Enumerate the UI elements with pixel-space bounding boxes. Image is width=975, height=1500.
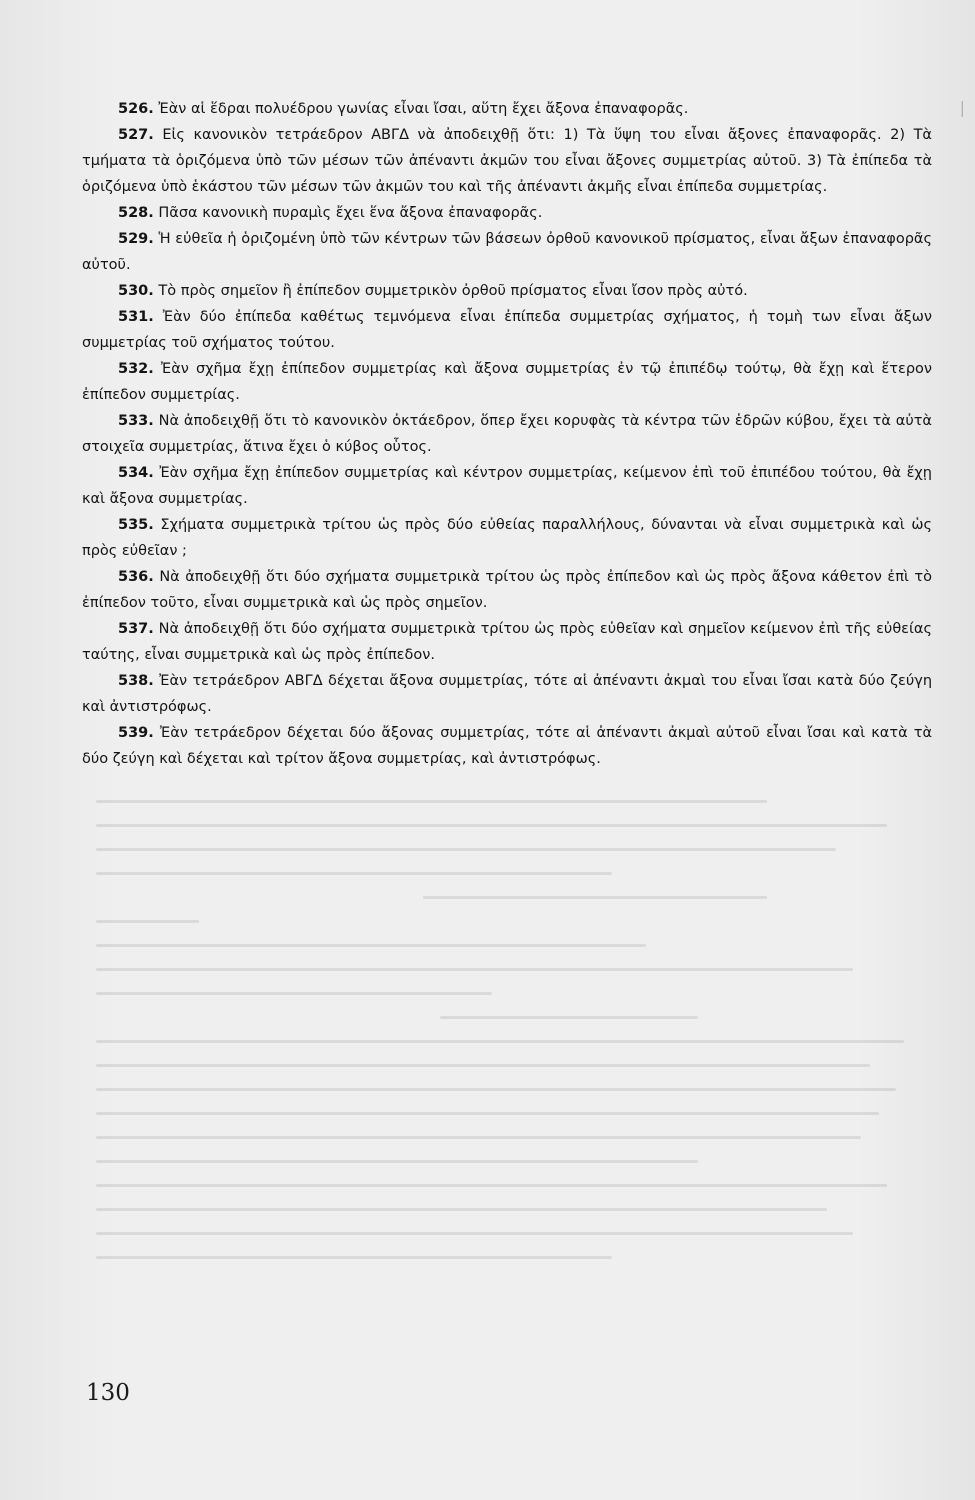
exercise-text: Ἐὰν σχῆμα ἔχῃ ἐπίπεδον συμμετρίας καὶ κέντρον συμμετρίας, κείμενον ἐπὶ τοῦ ἐπιπέδου τούτου, θὰ ἔχῃ καὶ ἄξονα συμμετρίας. <box>82 465 932 507</box>
exercise-text: Νὰ ἀποδειχθῇ ὅτι δύο σχήματα συμμετρικὰ τρίτου ὡς πρὸς ἐπίπεδον καὶ ὡς πρὸς ἄξονα κάθετον ἐπὶ τὸ ἐπίπεδον τοῦτο, εἶναι συμμετρικὰ καὶ ὡς πρὸς σημεῖον. <box>82 569 932 611</box>
exercise-532 <box>82 356 932 408</box>
exercise-number: 537. <box>118 621 154 637</box>
exercise-number: 535. <box>118 517 154 533</box>
exercise-number: 530. <box>118 283 154 299</box>
exercise-529 <box>82 226 932 278</box>
exercise-number: 539. <box>118 725 154 741</box>
exercise-number: 534. <box>118 465 154 481</box>
exercise-text: Νὰ ἀποδειχθῇ ὅτι τὸ κανονικὸν ὀκτάεδρον, ὅπερ ἔχει κορυφὰς τὰ κέντρα τῶν ἑδρῶν κύβου, ἔχει τὰ αὐτὰ στοιχεῖα συμμετρίας, ἅτινα ἔχει ὁ κύβος οὗτος. <box>82 413 932 455</box>
exercise-number: 538. <box>118 673 154 689</box>
exercise-536 <box>82 564 932 616</box>
exercise-527 <box>82 122 932 200</box>
exercise-538 <box>82 668 932 720</box>
exercise-list <box>82 96 932 772</box>
bleed-through-texture <box>96 800 956 1400</box>
exercise-text: Εἰς κανονικὸν τετράεδρον ΑΒΓΔ νὰ ἀποδειχθῇ ὅτι: 1) Τὰ ὕψη του εἶναι ἄξονες ἐπαναφορᾶς. 2) Τὰ τμήματα τὰ ὁριζόμενα ὑπὸ τῶν μέσων τῶν ἀπέναντι ἀκμῶν του εἶναι ἄξονες συμμετρίας αὐτοῦ. 3) Τὰ ἐπίπεδα τὰ ὁριζόμενα ὑπὸ ἑκάστου τῶν μέσων τῶν ἀκμῶν του καὶ τῆς ἀπέναντι ἀκμῆς εἶναι ἐπίπεδα συμμετρίας. <box>82 127 932 195</box>
exercise-number: 527. <box>118 127 154 143</box>
exercise-number: 528. <box>118 205 154 221</box>
exercise-number: 531. <box>118 309 154 325</box>
exercise-539 <box>82 720 932 772</box>
exercise-number: 536. <box>118 569 154 585</box>
exercise-text: Ἐὰν σχῆμα ἔχῃ ἐπίπεδον συμμετρίας καὶ ἄξονα συμμετρίας ἐν τῷ ἐπιπέδῳ τούτῳ, θὰ ἔχῃ καὶ ἕτερον ἐπίπεδον συμμετρίας. <box>82 361 932 403</box>
exercise-text: Ἐὰν τετράεδρον ΑΒΓΔ δέχεται ἄξονα συμμετρίας, τότε αἱ ἀπέναντι ἀκμαὶ του εἶναι ἴσαι κατὰ δύο ζεύγη καὶ ἀντιστρόφως. <box>82 673 933 715</box>
exercise-number: 532. <box>118 361 154 377</box>
exercise-number: 526. <box>118 101 154 117</box>
exercise-528 <box>82 200 932 226</box>
exercise-534 <box>82 460 932 512</box>
exercise-number: 529. <box>118 231 154 247</box>
page-edge-mark: | <box>959 98 965 117</box>
exercise-text: Σχήματα συμμετρικὰ τρίτου ὡς πρὸς δύο εὐθείας παραλλήλους, δύνανται νὰ εἶναι συμμετρικὰ καὶ ὡς πρὸς εὐθεῖαν ; <box>82 517 932 559</box>
exercise-number: 533. <box>118 413 154 429</box>
exercise-535 <box>82 512 932 564</box>
exercise-text: Ἐὰν τετράεδρον δέχεται δύο ἄξονας συμμετρίας, τότε αἱ ἀπέναντι ἀκμαὶ αὐτοῦ εἶναι ἴσαι καὶ κατὰ τὰ δύο ζεύγη καὶ δέχεται καὶ τρίτον ἄξονα συμμετρίας, καὶ ἀντιστρόφως. <box>82 725 933 767</box>
exercise-text: Τὸ πρὸς σημεῖον ἢ ἐπίπεδον συμμετρικὸν ὀρθοῦ πρίσματος εἶναι ἴσον πρὸς αὐτό. <box>158 283 748 299</box>
page-number: 130 <box>86 1380 130 1406</box>
exercise-537 <box>82 616 932 668</box>
exercise-531 <box>82 304 932 356</box>
exercise-text: Ἡ εὐθεῖα ἡ ὁριζομένη ὑπὸ τῶν κέντρων τῶν βάσεων ὀρθοῦ κανονικοῦ πρίσματος, εἶναι ἄξων ἐπαναφορᾶς αὐτοῦ. <box>82 231 932 273</box>
exercise-533 <box>82 408 932 460</box>
exercise-526 <box>82 96 932 122</box>
exercise-text: Πᾶσα κανονικὴ πυραμὶς ἔχει ἕνα ἄξονα ἐπαναφορᾶς. <box>158 205 543 221</box>
exercise-530 <box>82 278 932 304</box>
exercise-text: Ἐὰν αἱ ἕδραι πολυέδρου γωνίας εἶναι ἴσαι, αὕτη ἔχει ἄξονα ἐπαναφορᾶς. <box>158 101 689 117</box>
exercise-text: Ἐὰν δύο ἐπίπεδα καθέτως τεμνόμενα εἶναι ἐπίπεδα συμμετρίας σχήματος, ἡ τομὴ των εἶναι ἄξων συμμετρίας τοῦ σχήματος τούτου. <box>82 309 932 351</box>
exercise-text: Νὰ ἀποδειχθῇ ὅτι δύο σχήματα συμμετρικὰ τρίτου ὡς πρὸς εὐθεῖαν καὶ σημεῖον κείμενον ἐπὶ τῆς εὐθείας ταύτης, εἶναι συμμετρικὰ καὶ ὡς πρὸς ἐπίπεδον. <box>82 621 932 663</box>
